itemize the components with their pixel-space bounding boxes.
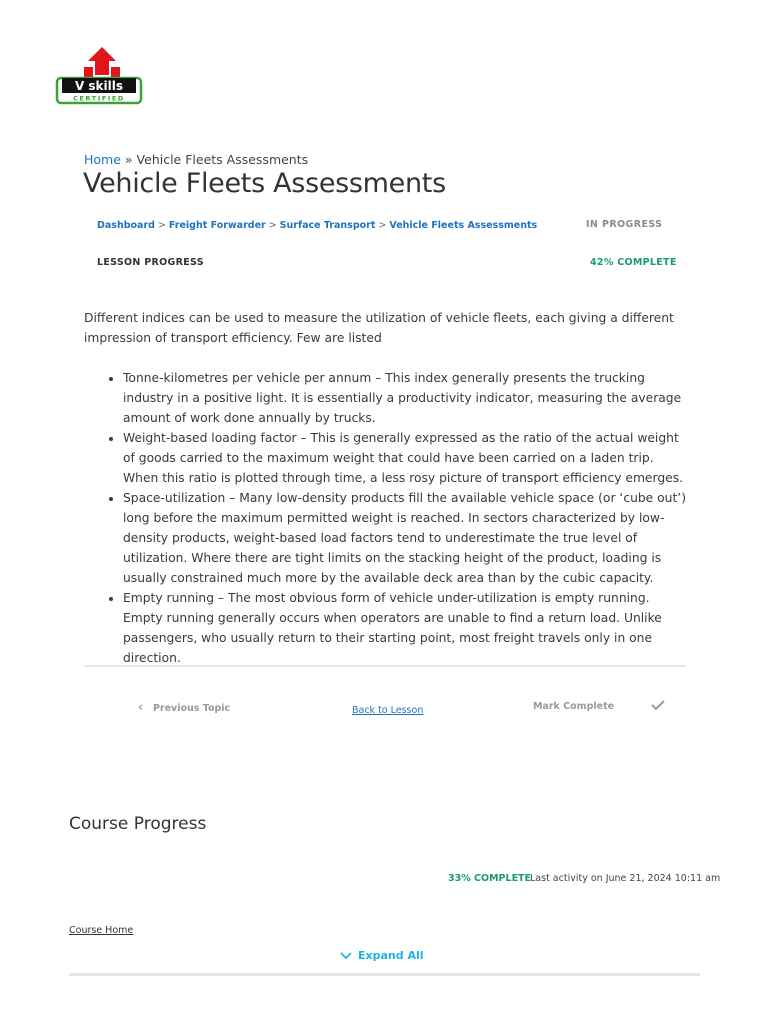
course-progress-percent: 33% COMPLETE [448, 873, 532, 884]
list-item: • Weight-based loading factor – This is generally expressed as the ratio of the actual weight of goods carried to the maximum weight that could have been carried on a laden trip. When this ratio is plotted through time, a less rosy picture of transport efficiency emerges. [123, 428, 686, 488]
logo-graphic [54, 45, 144, 107]
lesson-breadcrumb-freight-forwarder[interactable]: Freight Forwarder [168, 220, 266, 231]
mark-complete-button[interactable] [533, 701, 614, 712]
logo-brand-text: V skills [74, 79, 124, 93]
list-item: • Space-utilization – Many low-density products fill the available vehicle space (or ‘cube out’) long before the maximum permitted weight is reached. In sectors characterized by low-density products, weight-based load factors tend to underestimate the true level of utilization. Where there are tight limits on the stacking height of the product, loading is usually constrained much more by the available deck area than by the cubic capacity. [123, 488, 686, 588]
vskills-logo[interactable] [54, 45, 144, 107]
previous-topic-label: Previous Topic [152, 703, 231, 714]
content-intro: Different indices can be used to measure the utilization of vehicle fleets, each giving a different impression of transport efficiency. Few are listed [84, 311, 674, 345]
breadcrumb [84, 152, 308, 167]
breadcrumb-current: Vehicle Fleets Assessments [136, 152, 309, 167]
content-bullet-list [84, 368, 686, 668]
lesson-breadcrumb [97, 220, 537, 231]
lesson-progress-value: 42% COMPLETE [590, 257, 677, 268]
lesson-breadcrumb-surface-transport[interactable]: Surface Transport [279, 220, 376, 231]
course-progress-title: Course Progress [69, 814, 207, 834]
expand-all-label: Expand All [358, 949, 424, 962]
chevron-down-icon [340, 952, 352, 960]
page-title: Vehicle Fleets Assessments [83, 168, 446, 199]
lesson-breadcrumb-separator: > [157, 220, 166, 231]
checkmark-icon [649, 698, 667, 712]
logo-sub-text: CERTIFIED [73, 94, 125, 103]
content-divider [84, 665, 686, 667]
last-activity-text: Last activity on June 21, 2024 10:11 am [530, 873, 721, 884]
expand-all-button[interactable] [340, 949, 424, 962]
breadcrumb-home-link[interactable]: Home [84, 152, 121, 167]
lesson-breadcrumb-separator: > [378, 220, 387, 231]
mark-complete-label: Mark Complete [533, 701, 615, 712]
list-item: • Tonne-kilometres per vehicle per annum – This index generally presents the trucking industry in a positive light. It is essentially a productivity indicator, measuring the average amount of work done annually by trucks. [123, 368, 686, 428]
list-item: • Empty running – The most obvious form of vehicle under-utilization is empty running. Empty running generally occurs when operators are unable to find a return load. Unlike passengers, who usually return to their starting point, most freight travels only in one direction. [123, 588, 686, 668]
lesson-breadcrumb-current[interactable]: Vehicle Fleets Assessments [389, 220, 538, 231]
breadcrumb-separator: » [124, 152, 133, 167]
lesson-content [84, 308, 686, 668]
lesson-progress-label: LESSON PROGRESS [97, 257, 204, 268]
course-content-divider [69, 973, 700, 976]
lesson-breadcrumb-dashboard[interactable]: Dashboard [97, 220, 155, 231]
course-home-link[interactable]: Course Home [69, 925, 134, 936]
previous-topic-button[interactable] [138, 700, 230, 714]
lesson-breadcrumb-separator: > [268, 220, 277, 231]
back-to-lesson-link[interactable]: Back to Lesson [352, 705, 424, 716]
status-badge: IN PROGRESS [586, 219, 663, 230]
chevron-left-icon: ‹ [138, 700, 143, 714]
